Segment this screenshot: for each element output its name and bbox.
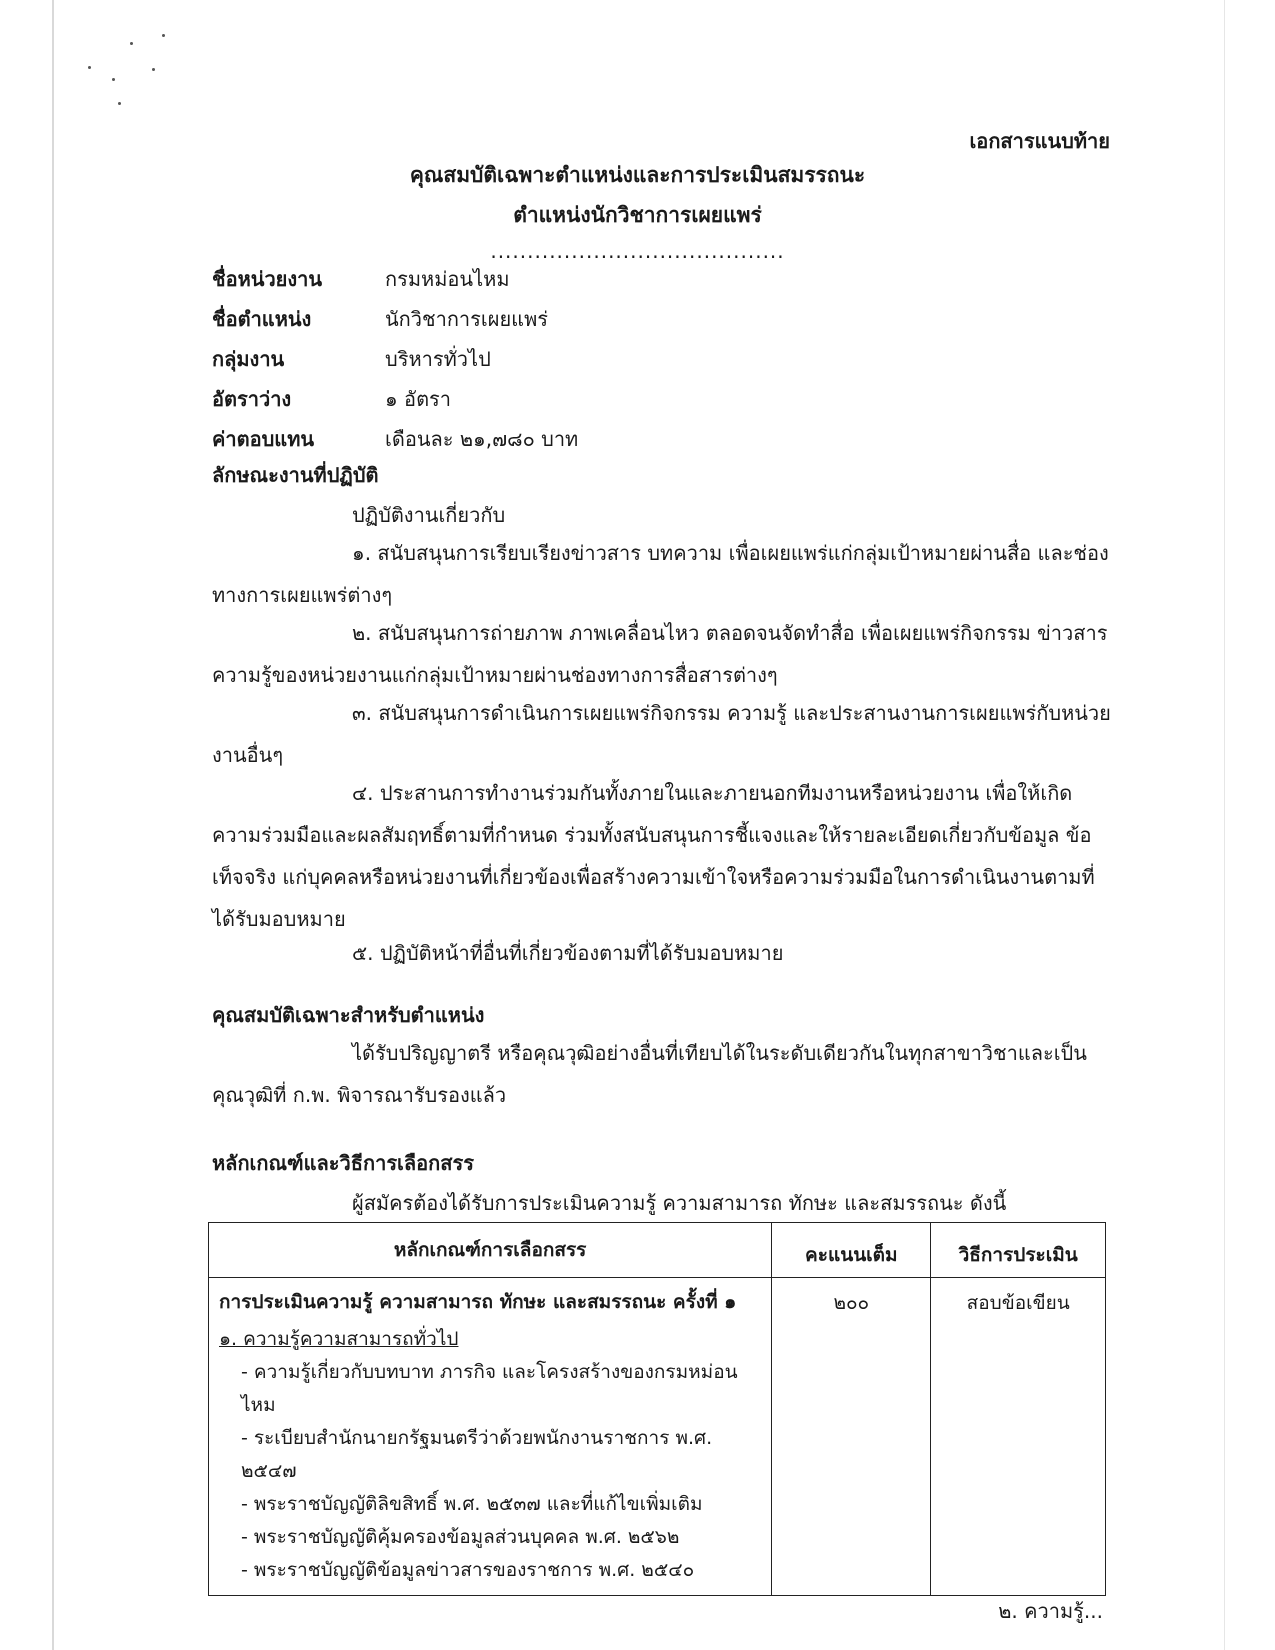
duty-item-5: ๕. ปฏิบัติหน้าที่อื่นที่เกี่ยวข้องตามที่ได้รับมอบหมาย	[352, 941, 784, 965]
duty-item-4: ๔. ประสานการทำงานร่วมกันทั้งภายในและภายนอกทีมงานหรือหน่วยงาน เพื่อให้เกิดความร่วมมือและผลสัมฤทธิ์ตามที่กำหนด ร่วมทั้งสนับสนุนการชี้แจงและให้รายละเอียดเกี่ยวกับข้อมูล ข้อเท็จจริง แก่บุคคลหรือหน่วยงานที่เกี่ยวข้องเพื่อสร้างความเข้าใจหรือความร่วมมือในการดำเนินงานตามที่ได้รับมอบหมาย	[212, 781, 1095, 931]
title-separator: ........................................	[490, 239, 785, 263]
scan-speck	[152, 68, 155, 71]
selection-heading: หลักเกณฑ์และวิธีการเลือกสรร	[212, 1151, 474, 1175]
criteria-cell	[209, 1278, 772, 1596]
header-full-score: คะแนนเต็ม	[772, 1223, 931, 1278]
header-method: วิธีการประเมิน	[931, 1223, 1106, 1278]
scan-speck	[118, 102, 121, 105]
scan-speck	[130, 42, 133, 45]
list-item: - ระเบียบสำนักนายกรัฐมนตรีว่าด้วยพนักงานราชการ พ.ศ. ๒๕๔๗	[241, 1427, 713, 1482]
list-item: - พระราชบัญญัติลิขสิทธิ์ พ.ศ. ๒๕๓๗ และที่แก้ไขเพิ่มเติม	[241, 1493, 703, 1515]
method-cell: สอบข้อเขียน	[931, 1278, 1106, 1596]
duty-item-3: ๓. สนับสนุนการดำเนินการเผยแพร่กิจกรรม ความรู้ และประสานงานการเผยแพร่กับหน่วยงานอื่นๆ	[212, 701, 1111, 767]
table-header-row	[209, 1223, 1106, 1278]
selection-intro: ผู้สมัครต้องได้รับการประเมินความรู้ ความสามารถ ทักษะ และสมรรถนะ ดังนี้	[352, 1191, 1007, 1215]
qualifications-heading: คุณสมบัติเฉพาะสำหรับตำแหน่ง	[212, 1003, 485, 1027]
continued-footer: ๒. ความรู้...	[998, 1599, 1103, 1623]
scan-speck	[162, 34, 165, 37]
full-score-cell: ๒๐๐	[772, 1278, 931, 1596]
list-item: - ความรู้เกี่ยวกับบทบาท ภารกิจ และโครงสร้างของกรมหม่อนไหม	[241, 1361, 738, 1416]
info-value-salary: เดือนละ ๒๑,๗๘๐ บาท	[385, 427, 579, 451]
scan-speck	[88, 66, 91, 69]
info-value-department: กรมหม่อนไหม	[385, 267, 510, 291]
scan-speck	[112, 78, 115, 81]
info-label-salary: ค่าตอบแทน	[212, 427, 315, 451]
document-title: คุณสมบัติเฉพาะตำแหน่งและการประเมินสมรรถนะ	[409, 163, 866, 187]
duty-item-2: ๒. สนับสนุนการถ่ายภาพ ภาพเคลื่อนไหว ตลอดจนจัดทำสื่อ เพื่อเผยแพร่กิจกรรม ข่าวสาร ความรู้ของหน่วยงานแก่กลุ่มเป้าหมายผ่านช่องทางการสื่อสารต่างๆ	[212, 621, 1108, 687]
duty-item-1: ๑. สนับสนุนการเรียบเรียงข่าวสาร บทความ เพื่อเผยแพร่แก่กลุ่มเป้าหมายผ่านสื่อ และช่องทางการเผยแพร่ต่างๆ	[212, 541, 1109, 607]
position-title: ตำแหน่งนักวิชาการเผยแพร่	[513, 203, 762, 227]
info-value-position: นักวิชาการเผยแพร่	[385, 307, 548, 331]
list-item: - พระราชบัญญัติข้อมูลข่าวสารของราชการ พ.ศ. ๒๕๔๐	[241, 1559, 695, 1581]
info-label-position: ชื่อตำแหน่ง	[212, 307, 312, 331]
duties-intro: ปฏิบัติงานเกี่ยวกับ	[352, 503, 506, 527]
duties-heading: ลักษณะงานที่ปฏิบัติ	[212, 463, 379, 487]
info-value-group: บริหารทั่วไป	[385, 347, 491, 371]
annex-label: เอกสารแนบท้าย	[969, 129, 1110, 153]
assessment-round-title: การประเมินความรู้ ความสามารถ ทักษะ และสมรรถนะ ครั้งที่ ๑	[219, 1291, 737, 1313]
info-value-vacancy: ๑ อัตรา	[385, 387, 452, 411]
selection-criteria-table	[208, 1222, 1106, 1596]
info-label-group: กลุ่มงาน	[212, 347, 285, 371]
table-row	[209, 1278, 1106, 1596]
info-label-vacancy: อัตราว่าง	[212, 387, 292, 411]
list-item: - พระราชบัญญัติคุ้มครองข้อมูลส่วนบุคคล พ.ศ. ๒๕๖๒	[241, 1526, 680, 1548]
qualifications-text: ได้รับปริญญาตรี หรือคุณวุฒิอย่างอื่นที่เทียบได้ในระดับเดียวกันในทุกสาขาวิชาและเป็นคุณวุฒิที่ ก.พ. พิจารณารับรองแล้ว	[212, 1041, 1087, 1107]
info-label-department: ชื่อหน่วยงาน	[212, 267, 323, 291]
header-criteria: หลักเกณฑ์การเลือกสรร	[209, 1223, 772, 1278]
general-knowledge-heading: ๑. ความรู้ความสามารถทั่วไป	[219, 1328, 459, 1350]
